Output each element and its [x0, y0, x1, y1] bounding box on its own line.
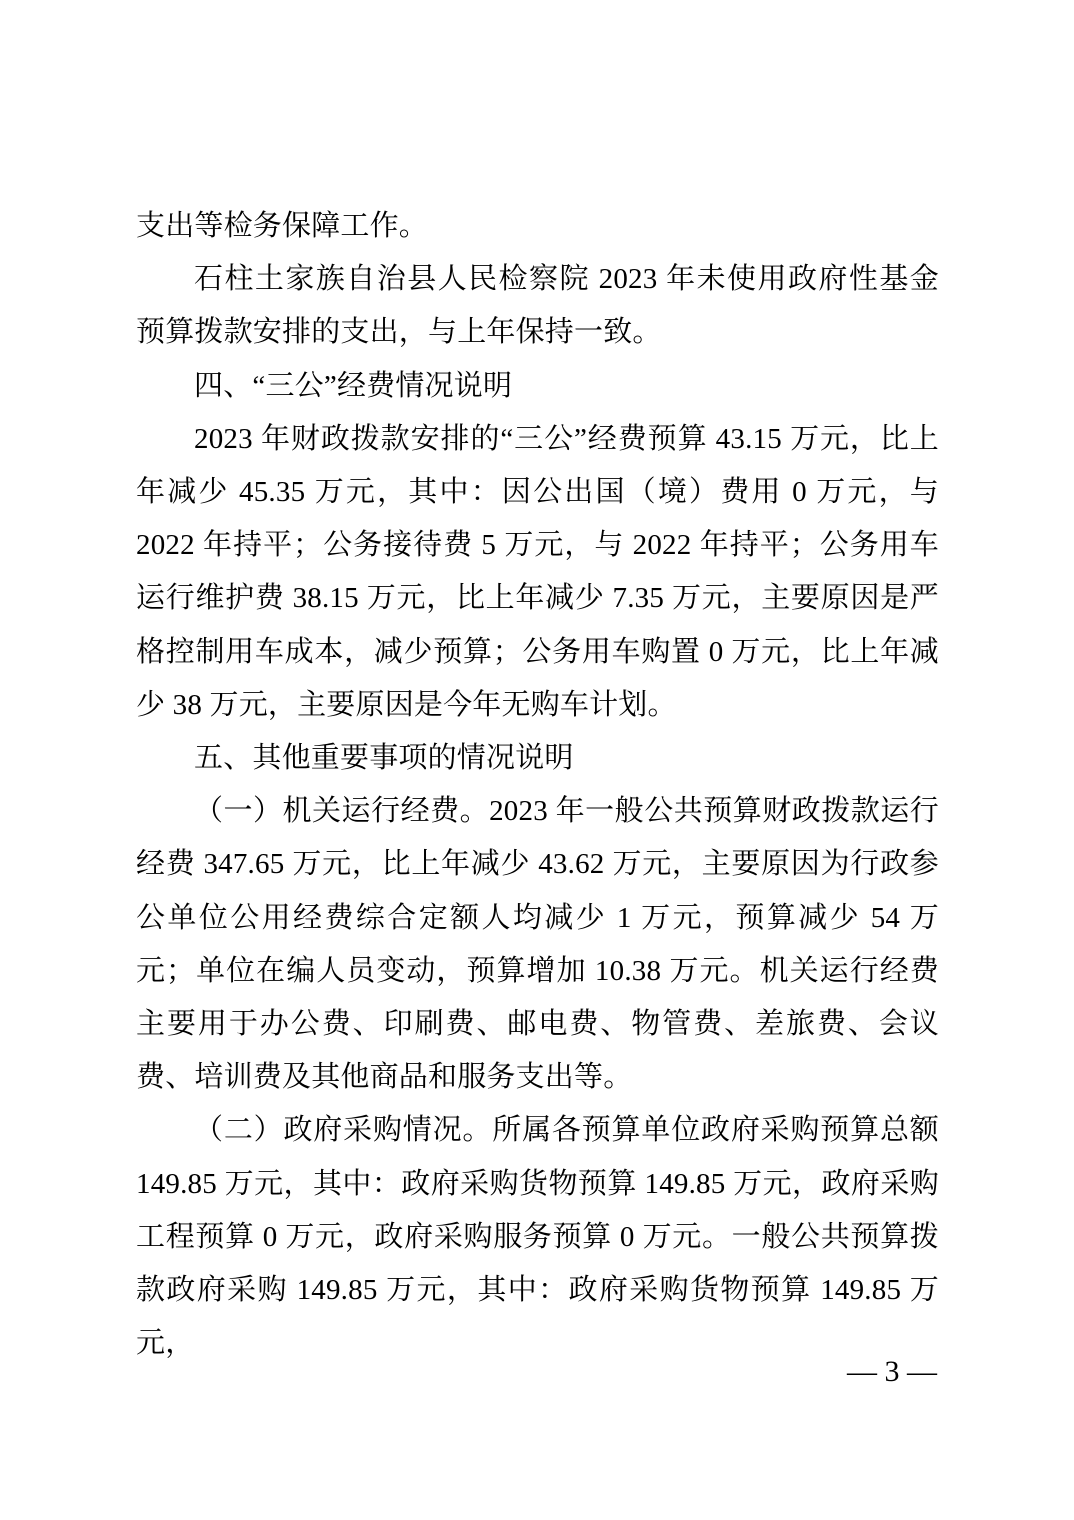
paragraph: （二）政府采购情况。所属各预算单位政府采购预算总额 149.85 万元，其中：政府采购货物预算 149.85 万元，政府采购工程预算 0 万元，政府采购服务预算 0 万元。一般公共预算拨款政府采购 149.85 万元，其中：政府采购货物预算 149.85 万元，	[136, 1114, 939, 1360]
document-body	[136, 200, 939, 1370]
page-number: — 3 —	[847, 1355, 937, 1388]
paragraph: 支出等检务保障工作。	[136, 210, 429, 242]
paragraph: 四、“三公”经费情况说明	[194, 369, 513, 402]
paragraph: 石柱土家族自治县人民检察院 2023 年未使用政府性基金预算拨款安排的支出，与上年保持一致。	[136, 263, 939, 349]
page-footer	[847, 1352, 937, 1392]
paragraph: 五、其他重要事项的情况说明	[194, 742, 574, 775]
paragraph: 2023 年财政拨款安排的“三公”经费预算 43.15 万元，比上年减少 45.35 万元，其中：因公出国（境）费用 0 万元，与 2022 年持平；公务接待费 5 万元，与 2022 年持平；公务用车运行维护费 38.15 万元，比上年减少 7.35 万元，主要原因是严格控制用车成本，减少预算；公务用车购置 0 万元，比上年减少 38 万元，主要原因是今年无购车计划。	[136, 422, 939, 721]
paragraph: （一）机关运行经费。2023 年一般公共预算财政拨款运行经费 347.65 万元，比上年减少 43.62 万元，主要原因为行政参公单位公用经费综合定额人均减少 1 万元，预算减少 54 万元；单位在编人员变动，预算增加 10.38 万元。机关运行经费主要用于办公费、印刷费、邮电费、物管费、差旅费、会议费、培训费及其他商品和服务支出等。	[136, 795, 939, 1094]
